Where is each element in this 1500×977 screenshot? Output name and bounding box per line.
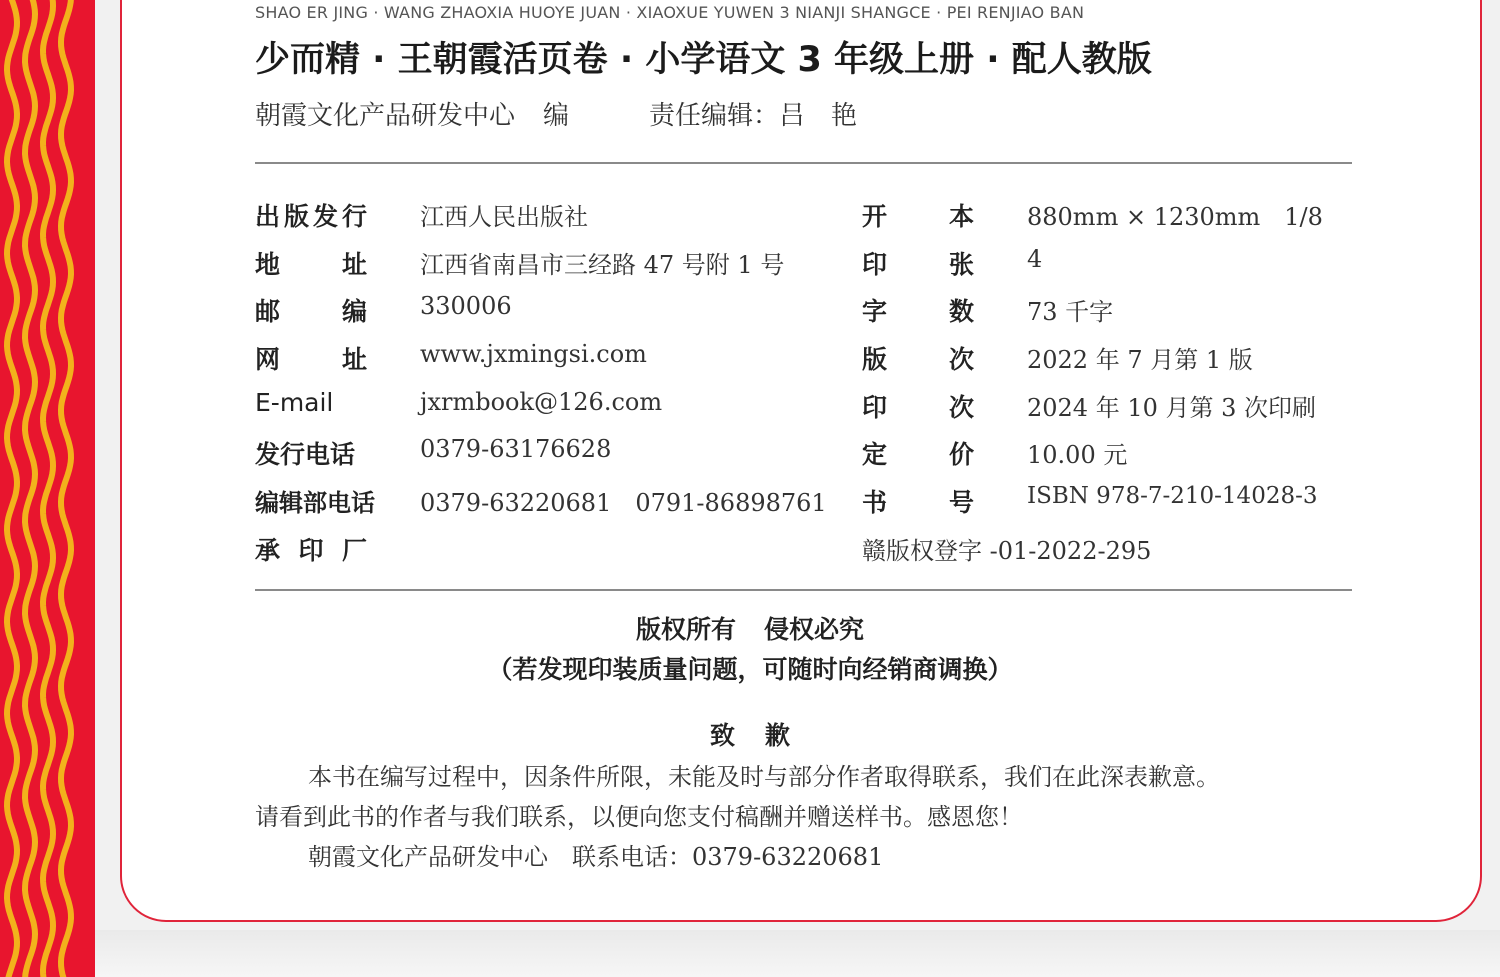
gold-wave-pattern <box>0 0 95 977</box>
page-shadow <box>95 930 1500 977</box>
apology-title: 致歉 <box>709 721 820 750</box>
copyright-infringement: 侵权必究 <box>764 615 865 644</box>
gold-ribbon-line <box>25 0 35 977</box>
replacement-note: （若发现印装质量问题，可随时向经销商调换） <box>487 655 1013 684</box>
responsible-editor: 责任编辑：吕 艳 <box>649 101 858 131</box>
info-value: 2024 年 10 月第 3 次印刷 <box>1027 394 1317 422</box>
decorative-band <box>0 0 95 977</box>
isbn-value: ISBN 978-7-210-14028-3 <box>1027 483 1318 509</box>
info-label: 定价 <box>862 440 974 469</box>
info-value: 2022 年 7 月第 1 版 <box>1027 346 1253 374</box>
gold-ribbon-line <box>61 0 71 977</box>
info-label: 编辑部电话 <box>255 489 375 517</box>
divider-top <box>255 162 1352 164</box>
info-value: 330006 <box>420 292 512 320</box>
email-link[interactable]: jxrmbook@126.com <box>420 388 663 416</box>
copyright-notice <box>0 610 1500 646</box>
book-title: 少而精 · 王朝霞活页卷 · 小学语文 3 年级上册 · 配人教版 <box>255 40 1152 80</box>
apology-contact: 朝霞文化产品研发中心 联系电话：0379-63220681 <box>308 843 884 871</box>
editor-org: 朝霞文化产品研发中心 <box>255 101 516 131</box>
apology-paragraph-2: 请看到此书的作者与我们联系，以便向您支付稿酬并赠送样书。感恩您！ <box>255 803 1023 831</box>
info-value: 4 <box>1027 245 1043 273</box>
info-value: 880mm × 1230mm 1/8 <box>1027 203 1323 231</box>
info-label: 书号 <box>862 488 974 517</box>
registration-number: 赣版权登字 -01-2022-295 <box>862 537 1152 565</box>
info-label: 印次 <box>862 393 974 422</box>
info-value: 73 千字 <box>1027 298 1114 326</box>
info-label: 网址 <box>255 345 367 374</box>
info-value: 江西省南昌市三经路 47 号附 1 号 <box>420 251 785 279</box>
info-label: 开本 <box>862 202 974 231</box>
info-label: 出版发行 <box>255 202 367 231</box>
info-label: 地址 <box>255 250 367 279</box>
info-label: 字数 <box>862 297 974 326</box>
info-value: 江西人民出版社 <box>420 203 588 231</box>
info-label: 印张 <box>862 250 974 279</box>
info-label: 版次 <box>862 345 974 374</box>
editor-line <box>255 95 857 132</box>
apology-paragraph-1: 本书在编写过程中，因条件所限，未能及时与部分作者取得联系，我们在此深表歉意。 <box>308 763 1220 791</box>
info-value: 0379-63176628 <box>420 435 612 463</box>
info-label: 承印厂 <box>255 536 367 565</box>
title-pinyin: SHAO ER JING · WANG ZHAOXIA HUOYE JUAN · XIAOXUE YUWEN 3 NIANJI SHANGCE · PEI RENJIAO BAN <box>255 3 1085 22</box>
editor-role: 编 <box>543 101 570 131</box>
website-link[interactable]: www.jxmingsi.com <box>420 340 647 368</box>
info-label: 发行电话 <box>255 440 356 469</box>
gold-ribbon-line <box>43 0 53 977</box>
copyright-reserved: 版权所有 <box>635 615 736 644</box>
gold-ribbon-line <box>7 0 17 977</box>
divider-bottom <box>255 589 1352 591</box>
info-label: 邮编 <box>255 297 367 326</box>
info-label: E-mail <box>255 388 334 417</box>
info-value: 0379-63220681 0791-86898761 <box>420 489 827 517</box>
info-value: 10.00 元 <box>1027 441 1128 469</box>
